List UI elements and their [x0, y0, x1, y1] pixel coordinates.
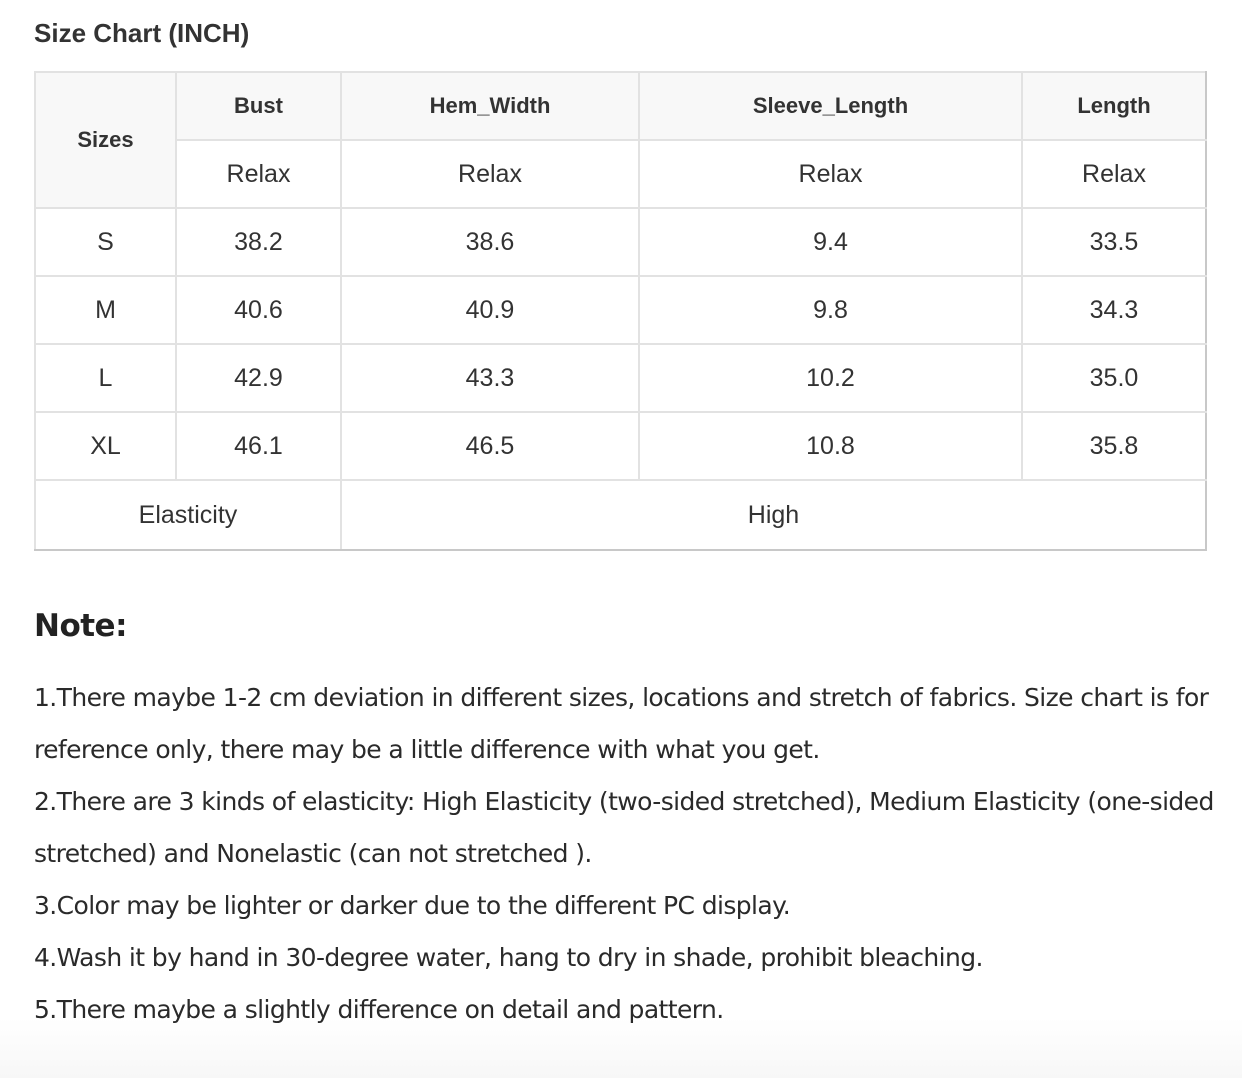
elasticity-label: Elasticity [35, 480, 341, 550]
bust-cell: 38.2 [176, 208, 341, 276]
sleeve-length-cell: 9.8 [639, 276, 1022, 344]
column-header-sleeve-length: Sleeve_Length [639, 72, 1022, 140]
note-item: 4.Wash it by hand in 30-degree water, hang to dry in shade, prohibit bleaching. [34, 943, 983, 972]
sizes-header: Sizes [35, 72, 176, 208]
length-cell: 33.5 [1022, 208, 1206, 276]
elasticity-value: High [341, 480, 1206, 550]
length-cell: 35.0 [1022, 344, 1206, 412]
note-item: 3.Color may be lighter or darker due to the different PC display. [34, 891, 791, 920]
fit-sleeve-length: Relax [639, 140, 1022, 208]
table-row [35, 208, 1206, 276]
size-cell: XL [35, 412, 176, 480]
note-item: 1.There maybe 1-2 cm deviation in different sizes, locations and stretch of fabrics. Size chart is for reference only, there may be a little difference with what you get. [34, 683, 1209, 764]
header-row [35, 72, 1206, 140]
column-header-hem-width: Hem_Width [341, 72, 639, 140]
table-row [35, 412, 1206, 480]
bust-cell: 42.9 [176, 344, 341, 412]
note-title: Note: [34, 608, 127, 644]
hem-width-cell: 43.3 [341, 344, 639, 412]
column-header-bust: Bust [176, 72, 341, 140]
size-cell: S [35, 208, 176, 276]
note-list [34, 672, 1214, 1036]
fit-length: Relax [1022, 140, 1206, 208]
size-chart-title: Size Chart (INCH) [34, 18, 250, 48]
sleeve-length-cell: 10.8 [639, 412, 1022, 480]
fit-hem-width: Relax [341, 140, 639, 208]
hem-width-cell: 38.6 [341, 208, 639, 276]
sleeve-length-cell: 9.4 [639, 208, 1022, 276]
bust-cell: 46.1 [176, 412, 341, 480]
size-cell: M [35, 276, 176, 344]
note-item: 2.There are 3 kinds of elasticity: High Elasticity (two-sided stretched), Medium Elasticity (one-sided stretched) and Nonelastic (can not stretched ). [34, 787, 1214, 868]
elasticity-row [35, 480, 1206, 550]
length-cell: 34.3 [1022, 276, 1206, 344]
sleeve-length-cell: 10.2 [639, 344, 1022, 412]
size-cell: L [35, 344, 176, 412]
note-item: 5.There maybe a slightly difference on detail and pattern. [34, 995, 724, 1024]
hem-width-cell: 40.9 [341, 276, 639, 344]
table-row [35, 276, 1206, 344]
length-cell: 35.8 [1022, 412, 1206, 480]
fit-row [35, 140, 1206, 208]
column-header-length: Length [1022, 72, 1206, 140]
fit-bust: Relax [176, 140, 341, 208]
hem-width-cell: 46.5 [341, 412, 639, 480]
bust-cell: 40.6 [176, 276, 341, 344]
table-row [35, 344, 1206, 412]
size-chart-table [34, 71, 1207, 551]
